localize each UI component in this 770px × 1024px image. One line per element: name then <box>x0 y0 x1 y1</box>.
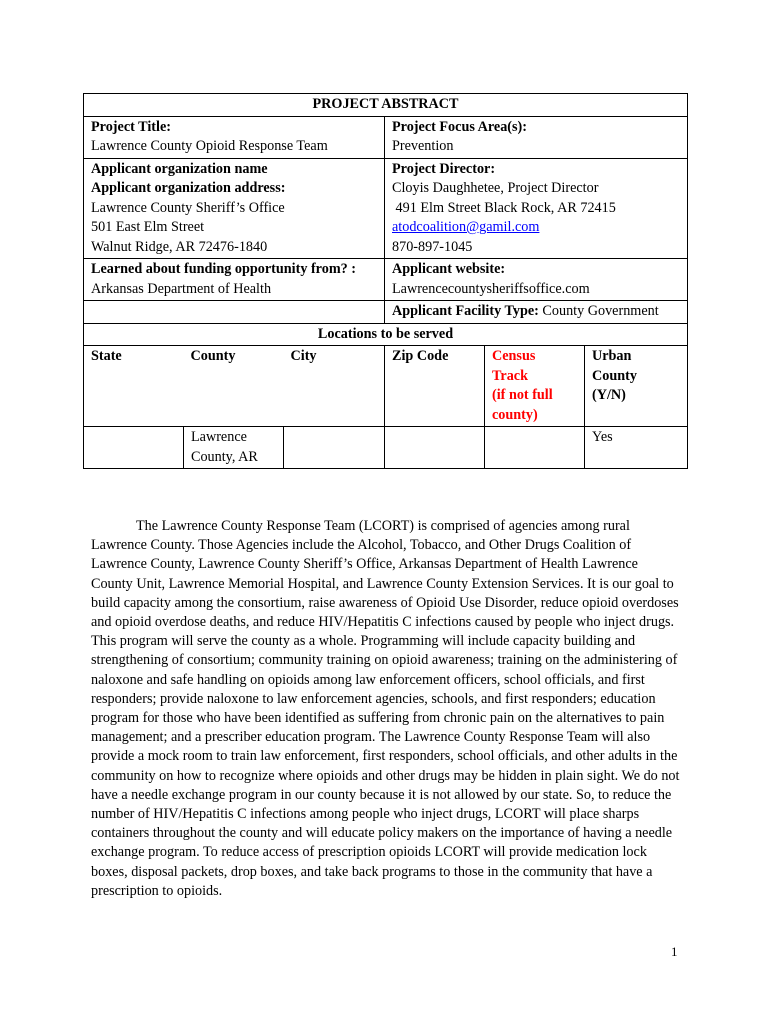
learned-cell <box>84 259 385 301</box>
county-line: County, AR <box>191 448 258 465</box>
locations-header-row <box>84 346 688 427</box>
abstract-body-paragraph <box>91 517 681 901</box>
col-header-city: City <box>284 346 385 427</box>
project-abstract-table <box>83 93 688 469</box>
org-address-label: Applicant organization address: <box>91 180 286 196</box>
urban-line: (Y/N) <box>592 387 626 403</box>
census-line: Census <box>492 348 536 364</box>
director-cell <box>385 158 688 259</box>
director-line: 491 Elm Street Black Rock, AR 72415 <box>392 199 616 216</box>
urban-line: Urban <box>592 348 632 364</box>
org-line: Lawrence County Sheriff’s Office <box>91 199 285 216</box>
census-line: Track <box>492 367 528 384</box>
locations-heading-row <box>84 323 688 346</box>
locations-data-row <box>84 427 688 469</box>
census-line: (if not full <box>492 387 553 403</box>
director-line: Cloyis Daughhetee, Project Director <box>392 180 599 196</box>
project-title-cell <box>84 116 385 158</box>
project-title-value: Lawrence County Opioid Response Team <box>91 138 328 154</box>
focus-area-label: Project Focus Area(s): <box>392 118 527 135</box>
website-value: Lawrencecountysheriffsoffice.com <box>392 280 590 297</box>
org-line: 501 East Elm Street <box>91 219 205 235</box>
facility-cell <box>385 301 688 324</box>
website-label: Applicant website: <box>392 261 506 277</box>
learned-label: Learned about funding opportunity from? : <box>91 261 357 277</box>
locations-heading: Locations to be served <box>84 323 688 346</box>
funding-row <box>84 259 688 301</box>
col-header-zip: Zip Code <box>385 346 485 427</box>
cell-census <box>485 427 585 469</box>
learned-value: Arkansas Department of Health <box>91 280 272 297</box>
cell-county <box>184 427 284 469</box>
county-line: Lawrence <box>191 429 247 445</box>
cell-urban: Yes <box>585 427 688 469</box>
facility-value: County Government <box>538 303 659 319</box>
organization-row <box>84 158 688 259</box>
org-name-label: Applicant organization name <box>91 160 268 177</box>
title-row <box>84 116 688 158</box>
director-phone: 870-897-1045 <box>392 238 473 255</box>
director-label: Project Director: <box>392 160 496 177</box>
abstract-heading-row <box>84 94 688 117</box>
project-title-label: Project Title: <box>91 118 171 135</box>
focus-area-cell <box>385 116 688 158</box>
urban-line: County <box>592 367 637 384</box>
col-header-urban <box>585 346 688 427</box>
col-header-county: County <box>184 346 284 427</box>
facility-label: Applicant Facility Type: <box>392 303 539 319</box>
col-header-census <box>485 346 585 427</box>
website-cell <box>385 259 688 301</box>
col-header-state: State <box>84 346 184 427</box>
organization-cell <box>84 158 385 259</box>
director-email-link[interactable]: atodcoalition@gamil.com <box>392 219 540 235</box>
facility-row <box>84 301 688 324</box>
org-line: Walnut Ridge, AR 72476-1840 <box>91 238 268 255</box>
page-number: 1 <box>671 944 678 959</box>
facility-empty-cell <box>84 301 385 324</box>
cell-state <box>84 427 184 469</box>
focus-area-value: Prevention <box>392 138 454 154</box>
census-line: county) <box>492 406 538 423</box>
abstract-body-text: The Lawrence County Response Team (LCORT) is comprised of agencies among rural Lawrence County. Those Agencies include the Alcohol, Tobacco, and Other Drugs Coalition of Lawrence County, Lawrence County Sheriff’s Office, Arkansas Department of Health Lawrence County Unit, Lawrence Memorial Hospital, and Lawrence County Extension Services. It is our goal to build capacity among the consortium, raise awareness of Opioid Use Disorder, reduce opioid overdoses and opioid overdose deaths, and reduce HIV/Hepatitis C infections caused by people who inject drugs. This program will serve the county as a whole. Programming will include capacity building and strengthening of consortium; community training on opioid awareness; training on the administering of naloxone and safe handling on opioids among law enforcement officers, school officials, and first responders; provide naloxone to law enforcement agencies, schools, and first responders; education program for those who have been identified as suffering from chronic pain on the alternatives to pain management; and a prescriber education program. The Lawrence County Response Team will also provide a mock room to train law enforcement, first responders, school officials, and other adults in the community on how to recognize where opioids and other drugs may be hidden in plain sight. We do not have a needle exchange program in our county because it is not allowed by our state. So, to reduce the number of HIV/Hepatitis C infections among people who inject drugs, LCORT will place sharps containers throughout the county and will educate policy makers on the importance of having a needle exchange program. To reduce access of prescription opioids LCORT will provide medication lock boxes, disposal packets, drop boxes, and take back programs to those in the community that have a prescription to opioids. <box>91 518 680 899</box>
cell-city <box>284 427 385 469</box>
abstract-heading: PROJECT ABSTRACT <box>84 94 688 117</box>
cell-zip <box>385 427 485 469</box>
